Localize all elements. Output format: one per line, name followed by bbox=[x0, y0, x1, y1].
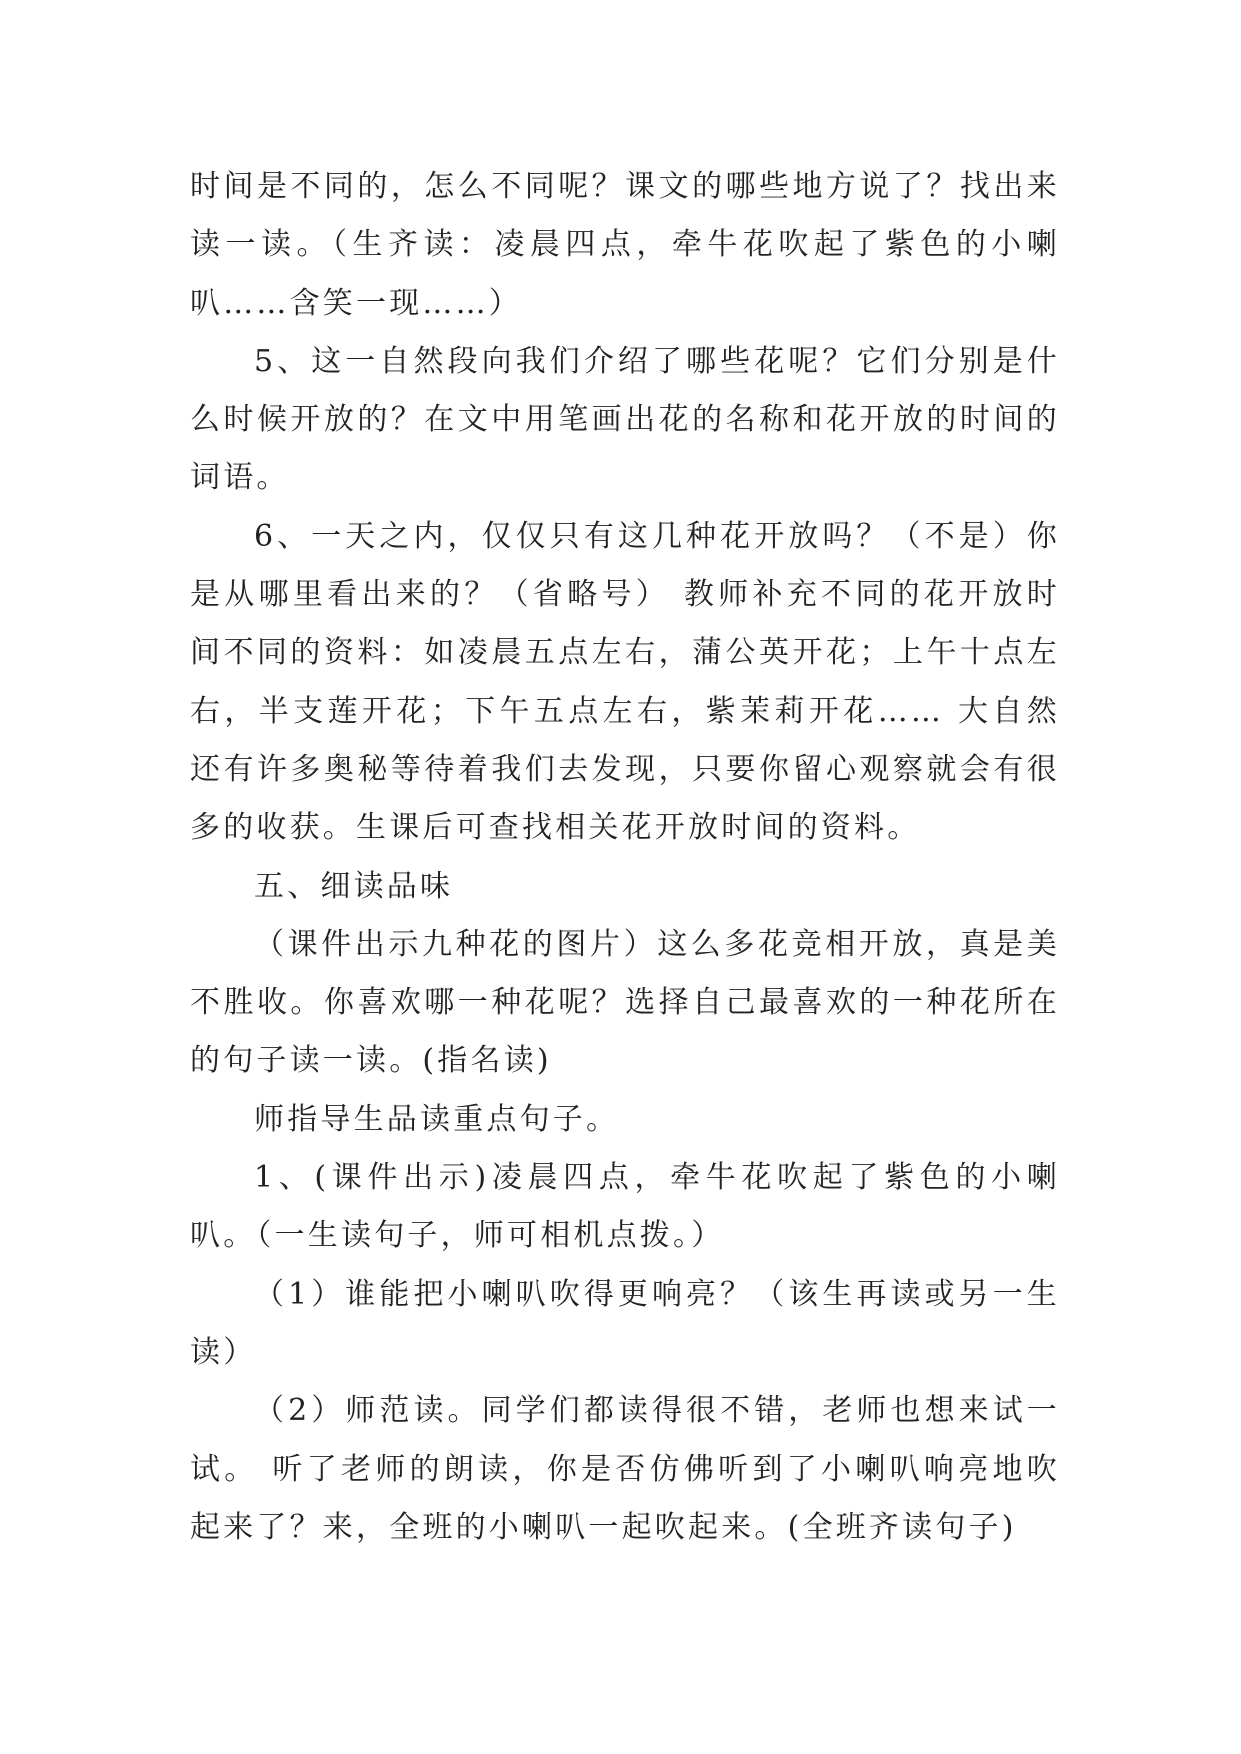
paragraph-subitem-2: （2）师范读。同学们都读得很不错，老师也想来试一试。 听了老师的朗读，你是否仿佛听到了小喇叭响亮地吹起来了？来，全班的小喇叭一起吹起来。(全班齐读句子) bbox=[190, 1393, 1060, 1545]
paragraph-intro: （课件出示九种花的图片）这么多花竞相开放，真是美不胜收。你喜欢哪一种花呢？选择自己最喜欢的一种花所在的句子读一读。(指名读) bbox=[190, 926, 1060, 1079]
document-body bbox=[190, 158, 1060, 1557]
paragraph-item-1: 1、(课件出示)凌晨四点，牵牛花吹起了紫色的小喇叭。（一生读句子，师可相机点拨。） bbox=[190, 1160, 1060, 1254]
paragraph-item-5: 5、这一自然段向我们介绍了哪些花呢？它们分别是什么时候开放的？在文中用笔画出花的名称和花开放的时间的词语。 bbox=[190, 343, 1060, 496]
paragraph-guidance: 师指导生品读重点句子。 bbox=[254, 1101, 620, 1137]
section-heading: 五、细读品味 bbox=[254, 868, 454, 904]
paragraph-item-6: 6、一天之内，仅仅只有这几种花开放吗？（不是）你是从哪里看出来的？（省略号） 教师补充不同的花开放时间不同的资料：如凌晨五点左右，蒲公英开花；上午十点左右，半支莲开花；下午五点左右，紫茉莉开花…… 大自然还有许多奥秘等待着我们去发现，只要你留心观察就会有很多的收获。生课后可查找相关花开放时间的资料。 bbox=[190, 518, 1060, 846]
paragraph-continuation: 时间是不同的，怎么不同呢？课文的哪些地方说了？找出来读一读。（生齐读：凌晨四点，牵牛花吹起了紫色的小喇叭……含笑一现……） bbox=[190, 169, 1060, 321]
paragraph-subitem-1: （1）谁能把小喇叭吹得更响亮？（该生再读或另一生读） bbox=[190, 1276, 1060, 1370]
